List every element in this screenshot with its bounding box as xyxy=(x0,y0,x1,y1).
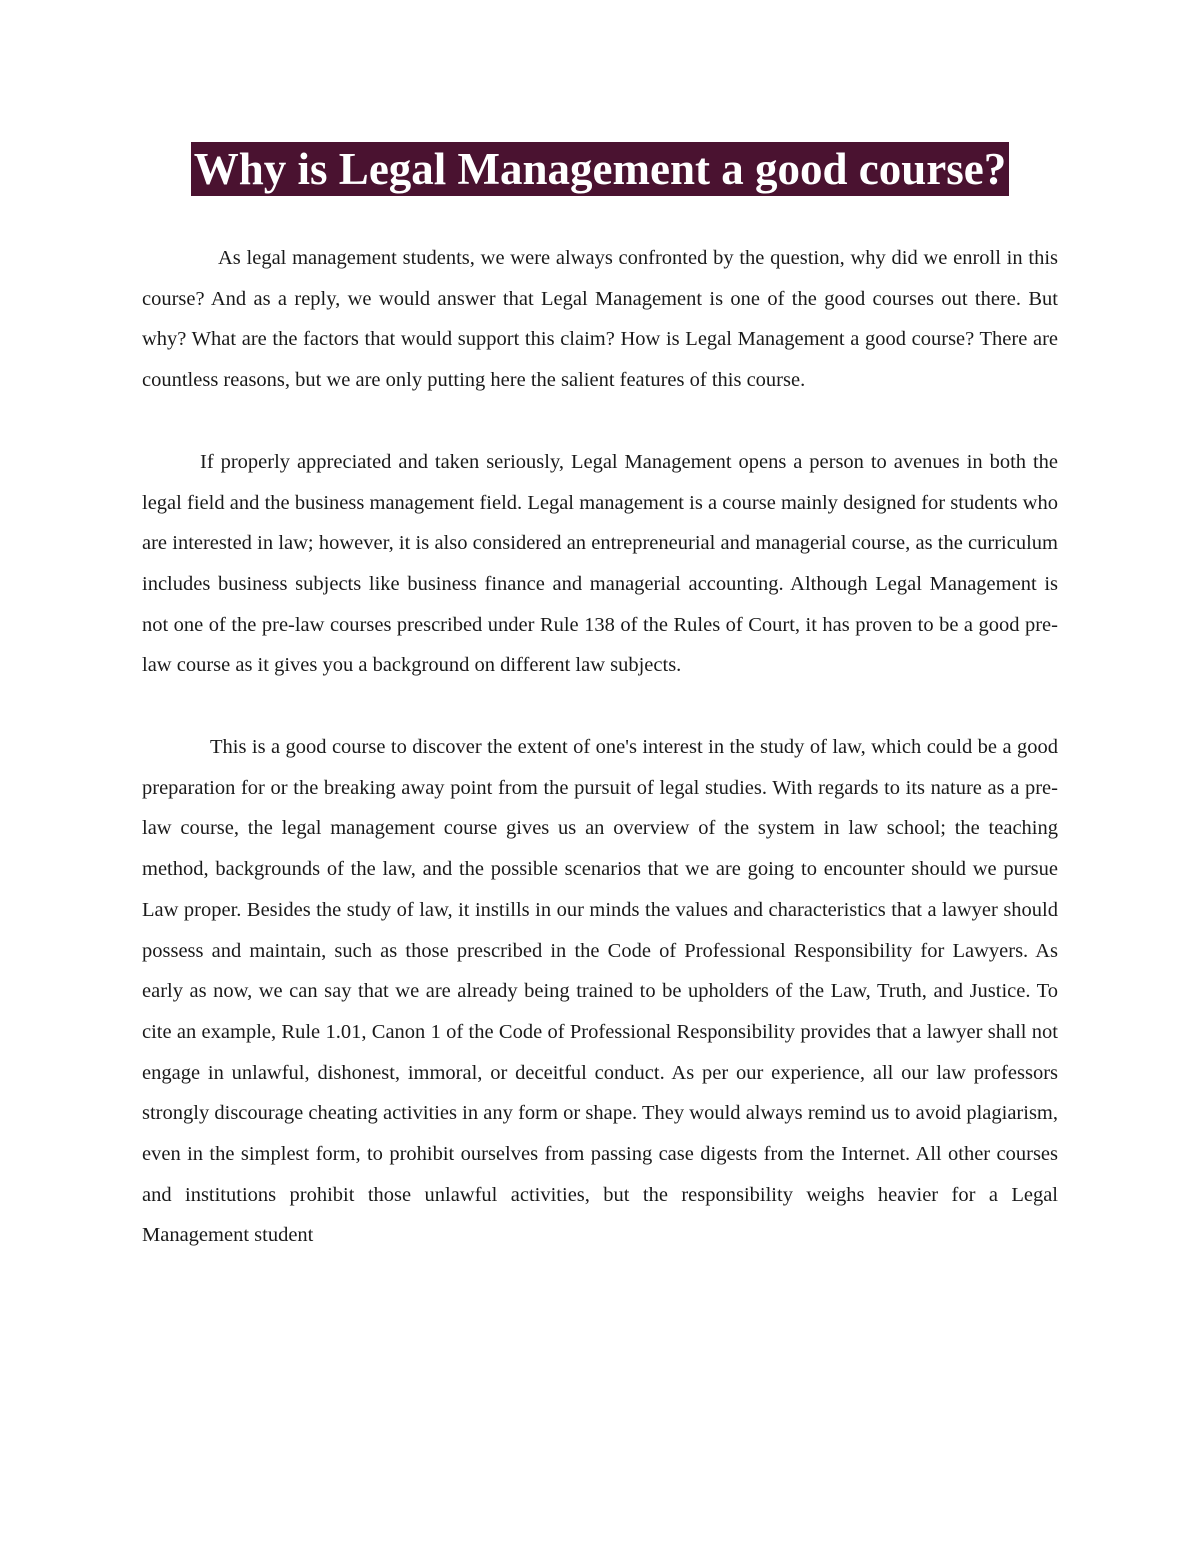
paragraph-pre-law-preparation: This is a good course to discover the extent of one's interest in the study of law, which could be a good preparation for or the breaking away point from the pursuit of legal studies. With regards to its nature as a pre-law course, the legal management course gives us an overview of the system in law school; the teaching method, backgrounds of the law, and the possible scenarios that we are going to encounter should we pursue Law proper. Besides the study of law, it instills in our minds the values and characteristics that a lawyer should possess and maintain, such as those prescribed in the Code of Professional Responsibility for Lawyers. As early as now, we can say that we are already being trained to be upholders of the Law, Truth, and Justice. To cite an example, Rule 1.01, Canon 1 of the Code of Professional Responsibility provides that a lawyer shall not engage in unlawful, dishonest, immoral, or deceitful conduct. As per our experience, all our law professors strongly discourage cheating activities in any form or shape. They would always remind us to avoid plagiarism, even in the simplest form, to prohibit ourselves from passing case digests from the Internet. All other courses and institutions prohibit those unlawful activities, but the responsibility weighs heavier for a Legal Management student xyxy=(142,736,1058,1247)
title-container xyxy=(0,142,1200,196)
paragraph-career-avenues: If properly appreciated and taken seriously, Legal Management opens a person to avenues in both the legal field and the business management field. Legal management is a course mainly designed for students who are interested in law; however, it is also considered an entrepreneurial and managerial course, as the curriculum includes business subjects like business finance and managerial accounting. Although Legal Management is not one of the pre-law courses prescribed under Rule 138 of the Rules of Court, it has proven to be a good pre-law course as it gives you a background on different law subjects. xyxy=(142,450,1058,677)
document-title: Why is Legal Management a good course? xyxy=(191,142,1009,196)
document-body xyxy=(142,238,1058,1297)
paragraph-intro: As legal management students, we were always confronted by the question, why did we enroll in this course? And as a reply, we would answer that Legal Management is one of the good courses out there. But why? What are the factors that would support this claim? How is Legal Management a good course? There are countless reasons, but we are only putting here the salient features of this course. xyxy=(142,247,1058,392)
